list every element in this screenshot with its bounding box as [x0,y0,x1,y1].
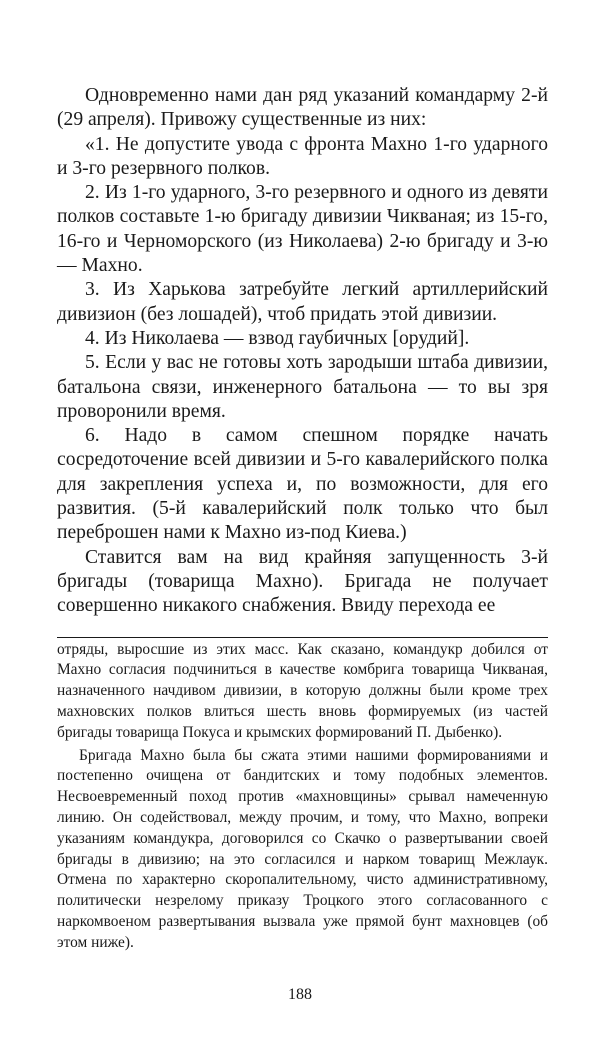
main-text [57,84,548,619]
book-page [57,84,548,953]
footnote-paragraph-2: Бригада Махно была бы сжата этими нашими формированиями и постепенно очищена от бандитских и тому подобных элементов. Несвоевременный поход против «махновщины» срывал намеченную линию. Он содействовал, между прочим, и тому, что Махно, вопреки указаниям командукра, договорился со Скачко о развертывании своей бригады в дивизию; на это согласился и нарком товарищ Межлаук. Отмена по характерно скоропалительному, чисто административному, политически незрелому приказу Троцкого этого согласованного с наркомвоеном развертывания вызвала уже прямой бунт махновцев (об этом ниже). [57,746,548,951]
footnote-separator [57,637,548,638]
main-paragraph-5: 4. Из Николаева — взвод гаубичных [орудий]. [85,327,470,349]
main-paragraph-6: 5. Если у вас не готовы хоть зародыши штаба дивизии, батальона связи, инженерного батальона — то вы зря проворонили время. [57,352,548,422]
main-paragraph-1: Одновременно нами дан ряд указаний командарму 2-й (29 апреля). Привожу существенные из них: [57,85,548,131]
footnote-paragraph-1: отряды, выросшие из этих масс. Как сказано, командукр добился от Махно согласия подчиниться в качестве комбрига товарища Чикваная, назначенного начдивом дивизии, в которую должны были кроме трех махновских полков влиться шесть вновь формируемых (из частей бригады товарища Покуса и крымских формирований П. Дыбенко). [57,640,548,741]
main-paragraph-4: 3. Из Харькова затребуйте легкий артиллерийский дивизион (без лошадей), чтоб придать этой дивизии. [57,279,548,325]
main-paragraph-8: Ставится вам на вид крайняя запущенность 3-й бригады (товарища Махно). Бригада не получает совершенно никакого снабжения. Ввиду перехода ее [57,546,548,617]
main-paragraph-2: «1. Не допустите увода с фронта Махно 1-го ударного и 3-го резервного полков. [57,133,548,179]
footnote [57,640,548,954]
main-paragraph-3: 2. Из 1-го ударного, 3-го резервного и одного из девяти полков составьте 1-ю бригаду дивизии Чикваная; из 15-го, 16-го и Черноморского (из Николаева) 2-ю бригаду и 3-ю — Махно. [57,182,548,277]
page-number: 188 [288,986,312,1003]
main-paragraph-7: 6. Надо в самом спешном порядке начать сосредоточение всей дивизии и 5-го кавалерийского полка для закрепления успеха и, по возможности, для его развития. (5-й кавалерийский полк только что был переброшен нами к Махно из-под Киева.) [57,425,548,544]
